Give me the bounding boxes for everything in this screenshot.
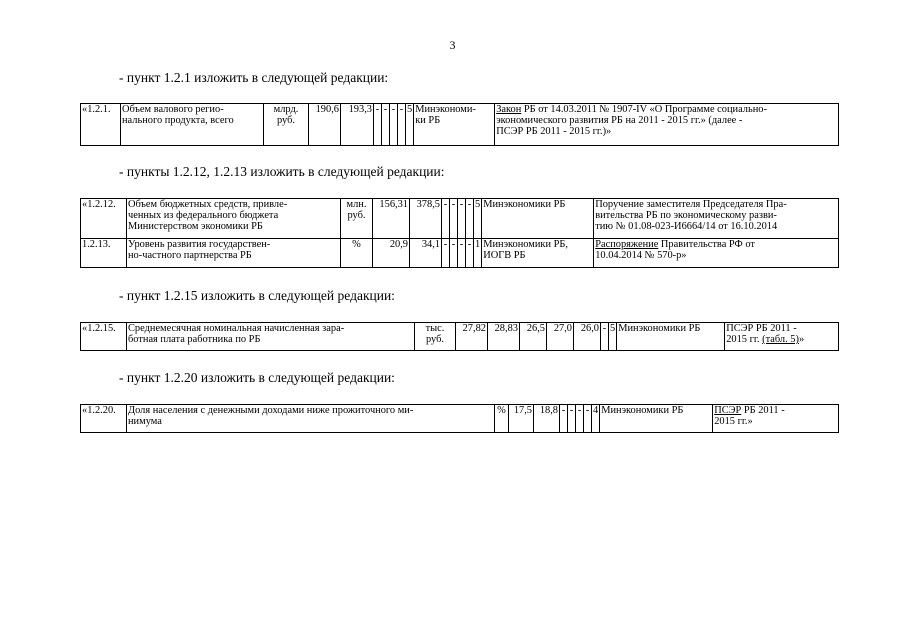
row-number: «1.2.12.	[81, 199, 127, 239]
page-number: 3	[449, 38, 456, 52]
table-row	[81, 323, 839, 351]
value-cell: -	[398, 104, 406, 146]
source-cell	[495, 104, 839, 146]
value-cell: 26,5	[520, 323, 547, 351]
value-cell: -	[458, 239, 466, 268]
source-link[interactable]: Распоряжение	[595, 239, 659, 250]
source-cell	[713, 405, 839, 433]
unit-cell: %	[341, 239, 373, 268]
section-heading-1-2-1: - пункт 1.2.1 изложить в следующей редакции:	[119, 70, 389, 85]
value-cell: -	[576, 405, 584, 433]
value-cell: 1	[474, 239, 482, 268]
unit-cell: млрд. руб.	[264, 104, 309, 146]
row-number: «1.2.1.	[81, 104, 121, 146]
value-cell: -	[560, 405, 568, 433]
section-heading-1-2-15: - пункт 1.2.15 изложить в следующей редакции:	[119, 288, 395, 303]
unit-cell: тыс. руб.	[415, 323, 456, 351]
value-cell: 27,82	[456, 323, 488, 351]
value-cell: 27,0	[547, 323, 574, 351]
value-cell: 5	[609, 323, 617, 351]
row-number: «1.2.15.	[81, 323, 127, 351]
source-cell	[594, 239, 839, 268]
unit-cell: %	[495, 405, 509, 433]
value-cell: 156,31	[373, 199, 410, 239]
source-cell: Поручение заместителя Председателя Пра- вительства РБ по экономическому разви- тию № 01.08-023-И6664/14 от 16.10.2014	[594, 199, 839, 239]
indicator-table-1-2-20	[80, 404, 839, 433]
responsible-body: Минэкономики РБ	[617, 323, 725, 351]
value-cell: -	[568, 405, 576, 433]
row-number: «1.2.20.	[81, 405, 127, 433]
value-cell: -	[601, 323, 609, 351]
value-cell: -	[442, 199, 450, 239]
value-cell: -	[458, 199, 466, 239]
source-cell	[725, 323, 839, 351]
section-heading-1-2-20: - пункт 1.2.20 изложить в следующей редакции:	[119, 370, 395, 385]
indicator-name: Объем валового регио- нального продукта, всего	[121, 104, 264, 146]
value-cell: -	[466, 199, 474, 239]
value-cell: -	[584, 405, 592, 433]
table-row	[81, 199, 839, 239]
indicator-table-1-2-1	[80, 103, 839, 146]
value-cell: -	[450, 199, 458, 239]
value-cell: 18,8	[534, 405, 560, 433]
value-cell: 28,83	[488, 323, 520, 351]
source-link[interactable]: Закон	[496, 104, 522, 115]
row-number: 1.2.13.	[81, 239, 127, 268]
value-cell: 26,0	[574, 323, 601, 351]
value-cell: -	[442, 239, 450, 268]
source-text: РБ 2011 - 2015 гг.»	[714, 405, 785, 427]
source-text: Правительства РФ от 10.04.2014 № 570-р»	[595, 239, 755, 261]
unit-cell: млн. руб.	[341, 199, 373, 239]
responsible-body: Минэкономики РБ, ИОГВ РБ	[482, 239, 594, 268]
indicator-name: Доля населения с денежными доходами ниже прожиточного ми- нимума	[127, 405, 495, 433]
value-cell: 378,5	[410, 199, 442, 239]
table-row	[81, 239, 839, 268]
value-cell: 20,9	[373, 239, 410, 268]
table-row	[81, 104, 839, 146]
responsible-body: Минэкономи- ки РБ	[414, 104, 495, 146]
value-cell: 4	[592, 405, 600, 433]
value-cell: -	[466, 239, 474, 268]
indicator-table-1-2-15	[80, 322, 839, 351]
source-text: РБ от 14.03.2011 № 1907-IV «О Программе социально- экономического развития РБ на 2011 - 2015 гг.» (далее - ПСЭР РБ 2011 - 2015 гг.)»	[496, 104, 767, 137]
value-cell: -	[390, 104, 398, 146]
value-cell: 5	[406, 104, 414, 146]
value-cell: 34,1	[410, 239, 442, 268]
value-cell: -	[374, 104, 382, 146]
indicator-name: Объем бюджетных средств, привле- ченных из федерального бюджета Министерством экономики РБ	[127, 199, 341, 239]
source-link[interactable]: ПСЭР	[714, 405, 742, 416]
responsible-body: Минэкономики РБ	[600, 405, 713, 433]
source-prefix: ПСЭР РБ 2011 - 2015 гг.	[726, 323, 797, 345]
indicator-name: Уровень развития государствен- но-частного партнерства РБ	[127, 239, 341, 268]
value-cell: -	[450, 239, 458, 268]
table-row	[81, 405, 839, 433]
value-cell: 17,5	[509, 405, 534, 433]
indicator-name: Среднемесячная номинальная начисленная зара- ботная плата работника по РБ	[127, 323, 415, 351]
value-cell: 5	[474, 199, 482, 239]
responsible-body: Минэкономики РБ	[482, 199, 594, 239]
source-link[interactable]: (табл. 5)	[762, 334, 799, 345]
value-cell: 190,6	[309, 104, 341, 146]
indicator-table-1-2-12	[80, 198, 839, 268]
section-heading-1-2-12-13: - пункты 1.2.12, 1.2.13 изложить в следующей редакции:	[119, 164, 445, 179]
source-text: »	[798, 334, 805, 345]
value-cell: -	[382, 104, 390, 146]
value-cell: 193,3	[341, 104, 374, 146]
